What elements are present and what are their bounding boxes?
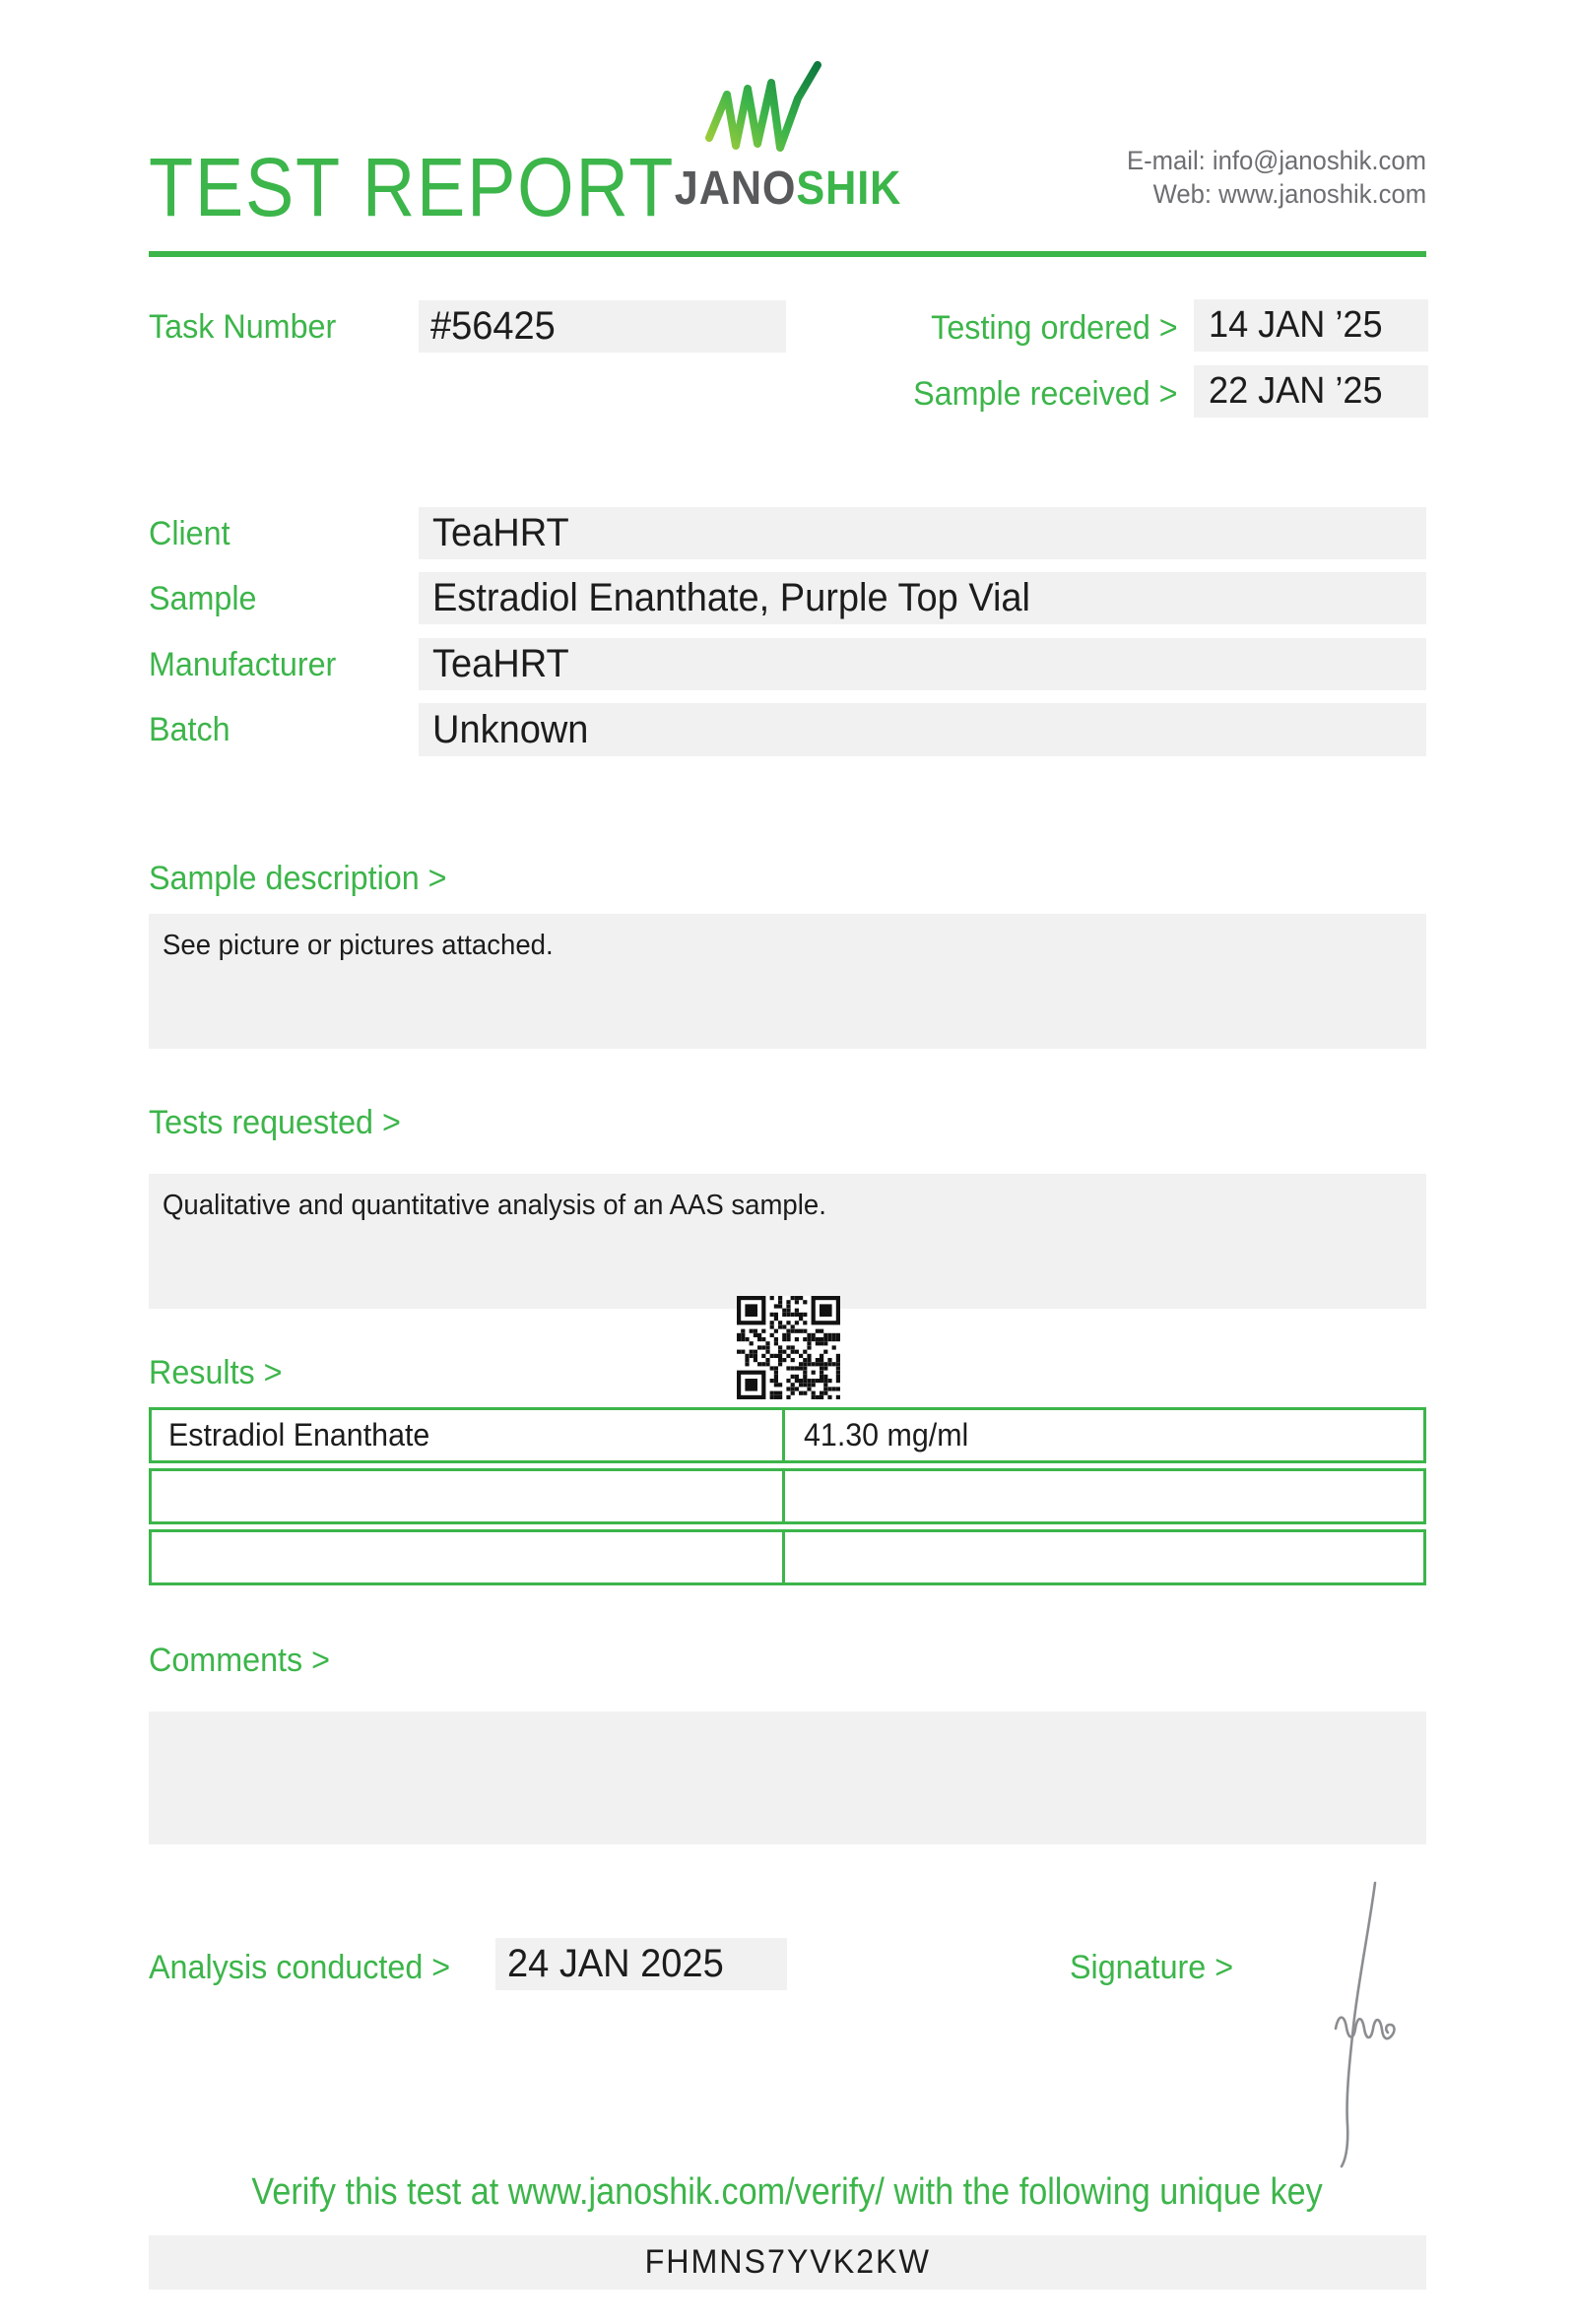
task-number-value: #56425 [430, 304, 556, 348]
testing-ordered-label [886, 308, 1178, 348]
tests-requested-box [149, 1174, 1426, 1309]
sample-description-heading [149, 859, 462, 898]
task-number-value-box [419, 300, 786, 353]
results-concentration-cell [785, 1471, 1423, 1521]
task-number-label [149, 307, 346, 347]
tests-requested-heading-text: Tests requested > [149, 1104, 401, 1141]
results-concentration-cell [785, 1532, 1423, 1582]
sample-description-body [149, 914, 588, 977]
janoshik-wordmark [650, 162, 926, 215]
comments-body [149, 1711, 176, 1775]
analysis-conducted-label-text: Analysis conducted > [149, 1949, 451, 1986]
results-table-row [149, 1529, 1426, 1585]
results-heading-text: Results > [149, 1354, 283, 1391]
tests-requested-body-text: Qualitative and quantitative analysis of an AAS sample. [163, 1190, 826, 1221]
sample-received-date: 22 JAN ’25 [1209, 370, 1383, 412]
comments-heading [149, 1641, 340, 1680]
testing-ordered-date-box [1194, 299, 1428, 352]
testing-ordered-label-text: Testing ordered > [931, 309, 1178, 347]
sample-received-date-box [1194, 365, 1428, 418]
field-value-batch-text: Unknown [432, 707, 589, 751]
sample-received-label-text: Sample received > [913, 375, 1178, 413]
results-concentration-cell [785, 1410, 1423, 1460]
signature-image [1298, 1879, 1416, 2169]
signature-label-text: Signature > [1070, 1949, 1234, 1986]
janoshik-logo-icon [701, 57, 831, 161]
testing-ordered-date: 14 JAN ’25 [1209, 304, 1383, 346]
results-table-row [149, 1407, 1426, 1463]
analysis-date-text: 24 JAN 2025 [507, 1942, 724, 1985]
contact-block [1111, 144, 1426, 211]
results-substance-cell [152, 1410, 785, 1460]
tests-requested-heading [149, 1103, 414, 1142]
results-table-row [149, 1468, 1426, 1524]
field-value-client [419, 507, 1426, 559]
field-label-sample-text: Sample [149, 580, 257, 617]
task-number-label-text: Task Number [149, 308, 337, 346]
header-divider [149, 251, 1426, 257]
contact-web-text: Web: www.janoshik.com [1152, 179, 1426, 209]
field-value-sample-text: Estradiol Enanthate, Purple Top Vial [432, 576, 1031, 619]
signature-scribble [1298, 1879, 1416, 2169]
field-label-sample [149, 579, 262, 618]
field-label-client-text: Client [149, 515, 230, 552]
wordmark-text [674, 162, 902, 215]
field-value-manufacturer-text: TeaHRT [432, 642, 569, 685]
field-value-batch [419, 703, 1426, 756]
results-substance-cell [152, 1471, 785, 1521]
tests-requested-body [149, 1174, 875, 1237]
sample-description-heading-text: Sample description > [149, 860, 447, 897]
field-label-manufacturer-text: Manufacturer [149, 646, 337, 683]
field-value-sample [419, 572, 1426, 624]
comments-box [149, 1711, 1426, 1844]
field-label-batch-text: Batch [149, 711, 230, 748]
signature-label [1070, 1948, 1242, 1987]
results-substance-cell [152, 1532, 785, 1582]
analysis-date-box [495, 1938, 787, 1990]
page-title-text: TEST REPORT [149, 141, 676, 233]
sample-received-label [886, 374, 1178, 414]
comments-heading-text: Comments > [149, 1642, 331, 1679]
results-substance-text: Estradiol Enanthate [168, 1417, 430, 1452]
verify-key-box [149, 2235, 1426, 2290]
sample-description-body-text: See picture or pictures attached. [163, 930, 554, 961]
results-concentration-text: 41.30 mg/ml [804, 1417, 969, 1452]
chart-growth-icon [701, 57, 831, 161]
verify-instruction [149, 2169, 1426, 2215]
results-heading [149, 1353, 290, 1392]
field-value-client-text: TeaHRT [432, 511, 569, 554]
qr-code [737, 1296, 840, 1399]
wordmark-jano: JANO [674, 162, 797, 215]
verify-instruction-text: Verify this test at www.janoshik.com/verify/ with the following unique key [251, 2171, 1324, 2213]
contact-email-line [1111, 144, 1426, 177]
field-label-batch [149, 710, 234, 749]
contact-email-text: E-mail: info@janoshik.com [1126, 146, 1426, 175]
wordmark-shik: SHIK [796, 162, 902, 215]
analysis-conducted-label [149, 1948, 466, 1987]
contact-web-line [1111, 177, 1426, 211]
field-value-manufacturer [419, 638, 1426, 690]
verify-key-text: FHMNS7YVK2KW [644, 2243, 931, 2281]
sample-description-box [149, 914, 1426, 1049]
field-label-client [149, 514, 234, 553]
field-label-manufacturer [149, 645, 346, 684]
